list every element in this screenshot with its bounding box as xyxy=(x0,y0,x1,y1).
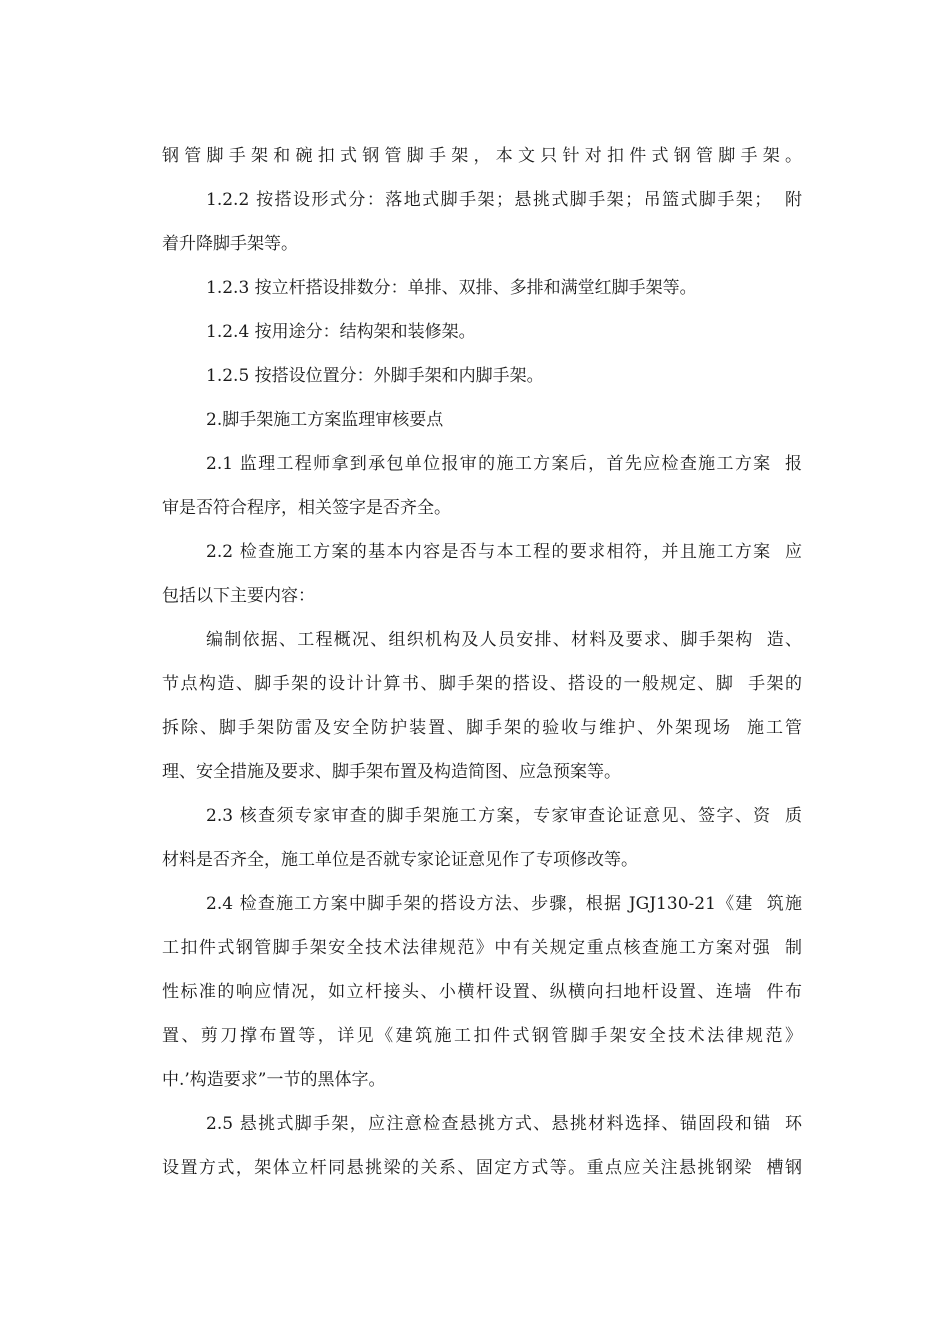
text-line: 1.2.5 按搭设位置分：外脚手架和内脚手架。 xyxy=(206,366,544,386)
text-line: 编制依据、工程概况、组织机构及人员安排、材料及要求、脚手架构 造、 xyxy=(206,630,802,650)
text-line: 工扣件式钢管脚手架安全技术法律规范》中有关规定重点核查施工方案对强 制 xyxy=(162,938,802,958)
text-line: 2.4 检查施工方案中脚手架的搭设方法、步骤，根据 JGJ130-21《建 筑施 xyxy=(206,894,802,914)
text-line: 设置方式，架体立杆同悬挑梁的关系、固定方式等。重点应关注悬挑钢梁 槽钢 xyxy=(162,1158,802,1178)
text-line: 审是否符合程序，相关签字是否齐全。 xyxy=(162,498,451,518)
text-line: 中.’构造要求”一节的黑体字。 xyxy=(162,1070,386,1090)
text-line: 2.3 核查须专家审查的脚手架施工方案，专家审查论证意见、签字、资 质 xyxy=(206,806,802,826)
text-line: 置、剪刀撑布置等，详见《建筑施工扣件式钢管脚手架安全技术法律规范》 xyxy=(162,1026,802,1046)
text-line: 2.2 检查施工方案的基本内容是否与本工程的要求相符，并且施工方案 应 xyxy=(206,542,802,562)
section-heading: 2.脚手架施工方案监理审核要点 xyxy=(206,410,444,430)
text-line: 包括以下主要内容： xyxy=(162,586,315,606)
text-line: 2.5 悬挑式脚手架，应注意检查悬挑方式、悬挑材料选择、锚固段和锚 环 xyxy=(206,1114,802,1134)
text-line: 2.1 监理工程师拿到承包单位报审的施工方案后，首先应检查施工方案 报 xyxy=(206,454,802,474)
text-line: 性标准的响应情况，如立杆接头、小横杆设置、纵横向扫地杆设置、连墙 件布 xyxy=(162,982,802,1002)
text-line: 1.2.4 按用途分：结构架和装修架。 xyxy=(206,322,476,342)
text-line: 1.2.3 按立杆搭设排数分：单排、双排、多排和满堂红脚手架等。 xyxy=(206,278,697,298)
text-line: 1.2.2 按搭设形式分：落地式脚手架；悬挑式脚手架；吊篮式脚手架； 附 xyxy=(206,190,802,210)
text-line: 钢管脚手架和碗扣式钢管脚手架，本文只针对扣件式钢管脚手架。 xyxy=(162,146,802,166)
text-line: 拆除、脚手架防雷及安全防护装置、脚手架的验收与维护、外架现场 施工管 xyxy=(162,718,802,738)
text-line: 理、安全措施及要求、脚手架布置及构造简图、应急预案等。 xyxy=(162,762,621,782)
text-line: 材料是否齐全，施工单位是否就专家论证意见作了专项修改等。 xyxy=(162,850,638,870)
text-line: 节点构造、脚手架的设计计算书、脚手架的搭设、搭设的一般规定、脚 手架的 xyxy=(162,674,802,694)
text-line: 着升降脚手架等。 xyxy=(162,234,298,254)
